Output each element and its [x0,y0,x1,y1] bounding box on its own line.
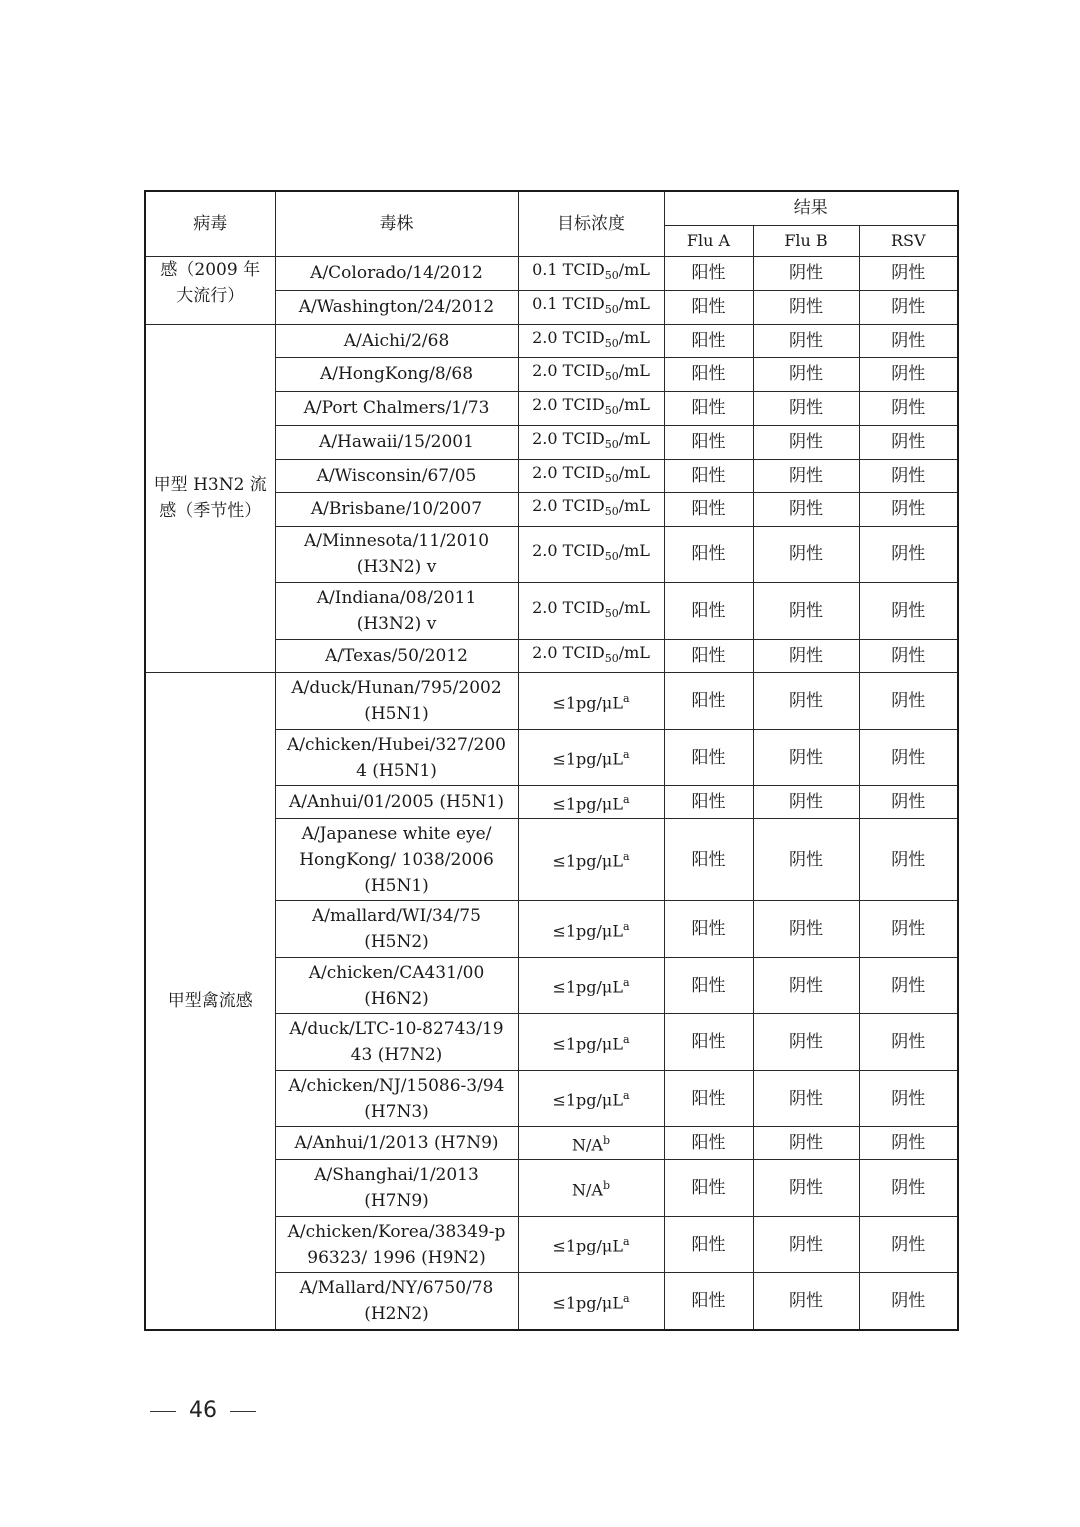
result-rsv: 阴性 [859,582,958,639]
result-flu-a: 阳性 [664,1071,753,1127]
strain-line: A/Wisconsin/67/05 [316,465,477,486]
header-flu-a: Flu A [664,225,753,256]
strain-line: A/chicken/Korea/38349-p [287,1221,506,1242]
concentration-cell [518,526,664,582]
strain-line: A/Anhui/1/2013 (H7N9) [294,1133,499,1154]
concentration-footnote: b [602,1178,610,1192]
virus-group-cell [145,256,275,324]
strain-line: A/duck/Hunan/795/2002 [291,678,502,699]
concentration-subscript: 50 [604,550,619,564]
result-rsv: 阴性 [859,901,958,958]
result-flu-a: 阳性 [664,1160,753,1217]
table-body [145,256,958,1330]
result-flu-a: 阳性 [664,492,753,526]
strain-cell [275,582,518,639]
concentration-unit: /mL [618,259,650,279]
footer-dash-left [150,1411,176,1412]
strain-cell [275,256,518,290]
result-rsv: 阴性 [859,459,958,492]
result-flu-a: 阳性 [664,290,753,324]
concentration-value: N/A [572,1135,603,1155]
strain-cell [275,673,518,730]
strain-cell [275,786,518,819]
strain-cell [275,1014,518,1071]
header-result: 结果 [664,191,958,225]
concentration-value: 2.0 TCID [532,597,605,617]
strain-line: 43 (H7N2) [350,1045,443,1066]
header-rsv: RSV [859,225,958,256]
concentration-unit: /mL [618,462,650,482]
strain-cell [275,639,518,672]
concentration-cell [518,901,664,958]
concentration-subscript: 50 [604,303,619,317]
concentration-value: ≤1pg/μL [552,1236,623,1256]
result-rsv: 阴性 [859,492,958,526]
concentration-value: ≤1pg/μL [552,1292,623,1312]
strain-line: A/chicken/NJ/15086-3/94 [288,1075,505,1096]
strain-cell [275,459,518,492]
header-concentration: 目标浓度 [518,191,664,256]
strain-cell [275,901,518,958]
concentration-cell [518,730,664,786]
concentration-cell [518,639,664,672]
result-flu-b: 阴性 [753,819,859,901]
strain-line: A/mallard/WI/34/75 [312,906,481,927]
concentration-unit: /mL [618,597,650,617]
table-row [145,324,958,357]
concentration-subscript: 50 [604,370,619,384]
result-flu-a: 阳性 [664,901,753,958]
concentration-value: 2.0 TCID [532,462,605,482]
concentration-cell [518,425,664,459]
strain-line: A/chicken/CA431/00 [308,962,485,983]
concentration-cell [518,1071,664,1127]
concentration-value: 2.0 TCID [532,395,605,415]
concentration-value: 2.0 TCID [532,327,605,347]
concentration-footnote: a [622,1032,630,1046]
result-flu-b: 阴性 [753,1071,859,1127]
strain-line: A/HongKong/8/68 [319,364,474,385]
strain-cell [275,819,518,901]
result-rsv: 阴性 [859,1014,958,1071]
concentration-cell [518,1127,664,1160]
virus-group-cell [145,673,275,1330]
concentration-value: ≤1pg/μL [552,794,623,814]
concentration-footnote: a [622,1291,630,1305]
result-flu-a: 阳性 [664,730,753,786]
strain-line: (H2N2) [364,1303,429,1324]
strain-cell [275,391,518,425]
strain-line: A/Texas/50/2012 [325,645,468,666]
strain-line: (H5N2) [364,932,429,953]
result-flu-a: 阳性 [664,1217,753,1273]
result-flu-b: 阴性 [753,639,859,672]
concentration-cell [518,324,664,357]
concentration-subscript: 50 [604,336,619,350]
strain-line: A/Mallard/NY/6750/78 [299,1277,494,1298]
virus-group-cell [145,324,275,673]
concentration-value: N/A [572,1180,603,1200]
concentration-cell [518,459,664,492]
concentration-unit: /mL [618,361,650,381]
concentration-subscript: 50 [604,505,619,519]
result-flu-b: 阴性 [753,425,859,459]
result-flu-a: 阳性 [664,357,753,391]
strain-line: A/Indiana/08/2011 [316,587,477,608]
concentration-value: ≤1pg/μL [552,1090,623,1110]
strain-cell [275,1160,518,1217]
result-flu-b: 阴性 [753,324,859,357]
concentration-subscript: 50 [604,404,619,418]
concentration-value: ≤1pg/μL [552,921,623,941]
strain-line: (H7N3) [364,1101,429,1122]
concentration-cell [518,1273,664,1330]
concentration-value: 2.0 TCID [532,642,605,662]
concentration-cell [518,786,664,819]
result-flu-b: 阴性 [753,459,859,492]
result-flu-a: 阳性 [664,256,753,290]
header-strain: 毒株 [275,191,518,256]
strain-cell [275,1273,518,1330]
concentration-unit: /mL [618,327,650,347]
strain-cell [275,958,518,1014]
concentration-value: ≤1pg/μL [552,851,623,871]
result-flu-a: 阳性 [664,459,753,492]
concentration-footnote: b [602,1133,610,1147]
concentration-subscript: 50 [604,471,619,485]
result-flu-a: 阳性 [664,1127,753,1160]
concentration-footnote: a [622,792,630,806]
result-flu-b: 阴性 [753,357,859,391]
concentration-value: 2.0 TCID [532,429,605,449]
concentration-unit: /mL [618,429,650,449]
strain-line: (H3N2) v [356,557,437,578]
result-flu-a: 阳性 [664,1273,753,1330]
strain-line: HongKong/ 1038/2006 [299,849,494,870]
strain-line: (H7N9) [364,1191,429,1212]
concentration-value: 0.1 TCID [532,293,605,313]
concentration-value: 0.1 TCID [532,259,605,279]
concentration-cell [518,391,664,425]
result-flu-a: 阳性 [664,819,753,901]
result-rsv: 阴性 [859,425,958,459]
result-flu-b: 阴性 [753,730,859,786]
concentration-value: 2.0 TCID [532,496,605,516]
concentration-subscript: 50 [604,652,619,666]
concentration-cell [518,1160,664,1217]
strain-line: A/Aichi/2/68 [343,330,450,351]
result-rsv: 阴性 [859,357,958,391]
strain-line: A/Brisbane/10/2007 [310,499,483,520]
strain-cell [275,290,518,324]
result-rsv: 阴性 [859,1127,958,1160]
result-flu-b: 阴性 [753,1014,859,1071]
concentration-cell [518,1014,664,1071]
result-flu-a: 阳性 [664,324,753,357]
result-rsv: 阴性 [859,324,958,357]
strain-line: A/Hawaii/15/2001 [319,432,474,453]
concentration-footnote: a [622,748,630,762]
concentration-unit: /mL [618,642,650,662]
concentration-cell [518,290,664,324]
concentration-unit: /mL [618,541,650,561]
concentration-footnote: a [622,850,630,864]
strain-cell [275,425,518,459]
footer-dash-right [230,1411,256,1412]
result-rsv: 阴性 [859,819,958,901]
strain-cell [275,324,518,357]
table-row [145,673,958,730]
concentration-cell [518,1217,664,1273]
concentration-cell [518,958,664,1014]
result-flu-a: 阳性 [664,391,753,425]
strain-line: A/Washington/24/2012 [298,297,495,317]
concentration-unit: /mL [618,496,650,516]
result-rsv: 阴性 [859,391,958,425]
header-flu-b: Flu B [753,225,859,256]
results-table [144,190,959,1331]
strain-line: 4 (H5N1) [356,760,437,781]
result-flu-b: 阴性 [753,901,859,958]
concentration-footnote: a [622,1089,630,1103]
table-header [145,191,958,256]
result-rsv: 阴性 [859,639,958,672]
strain-line: (H3N2) v [356,613,437,634]
result-flu-b: 阴性 [753,673,859,730]
concentration-unit: /mL [618,395,650,415]
strain-line: (H5N1) [364,875,429,896]
result-flu-a: 阳性 [664,958,753,1014]
virus-label-line2: 大流行） [176,285,245,306]
strain-line: A/Shanghai/1/2013 [314,1165,479,1186]
concentration-value: ≤1pg/μL [552,1034,623,1054]
concentration-value: ≤1pg/μL [552,693,623,713]
concentration-subscript: 50 [604,438,619,452]
concentration-cell [518,819,664,901]
virus-label-line1: 感（2009 年 [160,259,261,280]
virus-label-line2: 感（季节性） [159,501,262,522]
concentration-value: ≤1pg/μL [552,977,623,997]
virus-label-line1: 甲型 H3N2 流 [153,475,267,496]
result-flu-b: 阴性 [753,290,859,324]
strain-cell [275,492,518,526]
result-rsv: 阴性 [859,673,958,730]
result-rsv: 阴性 [859,730,958,786]
page-number: 46 [189,1398,217,1423]
concentration-value: 2.0 TCID [532,361,605,381]
result-rsv: 阴性 [859,786,958,819]
result-flu-a: 阳性 [664,1014,753,1071]
concentration-cell [518,256,664,290]
result-flu-a: 阳性 [664,526,753,582]
result-rsv: 阴性 [859,256,958,290]
concentration-subscript: 50 [604,606,619,620]
result-flu-a: 阳性 [664,425,753,459]
virus-label-line1: 甲型禽流感 [167,990,253,1011]
strain-cell [275,730,518,786]
concentration-footnote: a [622,976,630,990]
result-flu-b: 阴性 [753,786,859,819]
strain-line: A/chicken/Hubei/327/200 [287,734,506,755]
result-flu-b: 阴性 [753,256,859,290]
result-rsv: 阴性 [859,1273,958,1330]
strain-line: (H5N1) [364,704,429,725]
concentration-cell [518,492,664,526]
result-flu-b: 阴性 [753,1273,859,1330]
result-flu-a: 阳性 [664,639,753,672]
result-flu-b: 阴性 [753,526,859,582]
result-flu-b: 阴性 [753,1217,859,1273]
strain-cell [275,1217,518,1273]
result-rsv: 阴性 [859,526,958,582]
strain-cell [275,357,518,391]
concentration-footnote: a [622,1235,630,1249]
concentration-value: 2.0 TCID [532,541,605,561]
result-flu-b: 阴性 [753,1127,859,1160]
concentration-footnote: a [622,919,630,933]
page-footer [144,1398,262,1423]
concentration-cell [518,582,664,639]
result-flu-a: 阳性 [664,673,753,730]
strain-line: 96323/ 1996 (H9N2) [307,1247,486,1268]
result-flu-b: 阴性 [753,492,859,526]
strain-cell [275,1071,518,1127]
result-flu-b: 阴性 [753,391,859,425]
strain-line: (H6N2) [364,988,429,1009]
result-rsv: 阴性 [859,958,958,1014]
header-virus: 病毒 [145,191,275,256]
result-flu-a: 阳性 [664,786,753,819]
strain-line: A/Minnesota/11/2010 [303,531,490,552]
strain-line: A/Port Chalmers/1/73 [303,398,490,419]
strain-line: A/Anhui/01/2005 (H5N1) [289,792,504,813]
result-rsv: 阴性 [859,1160,958,1217]
result-flu-b: 阴性 [753,582,859,639]
result-flu-a: 阳性 [664,582,753,639]
result-flu-b: 阴性 [753,1160,859,1217]
concentration-footnote: a [622,691,630,705]
result-flu-b: 阴性 [753,958,859,1014]
result-rsv: 阴性 [859,290,958,324]
concentration-value: ≤1pg/μL [552,749,623,769]
table-row [145,256,958,290]
strain-line: A/duck/LTC-10-82743/19 [289,1019,504,1040]
strain-line: A/Japanese white eye/ [301,823,492,844]
concentration-subscript: 50 [604,269,619,283]
strain-cell [275,1127,518,1160]
concentration-cell [518,357,664,391]
concentration-cell [518,673,664,730]
strain-cell [275,526,518,582]
result-rsv: 阴性 [859,1071,958,1127]
strain-line: A/Colorado/14/2012 [310,263,483,283]
result-rsv: 阴性 [859,1217,958,1273]
concentration-unit: /mL [618,293,650,313]
